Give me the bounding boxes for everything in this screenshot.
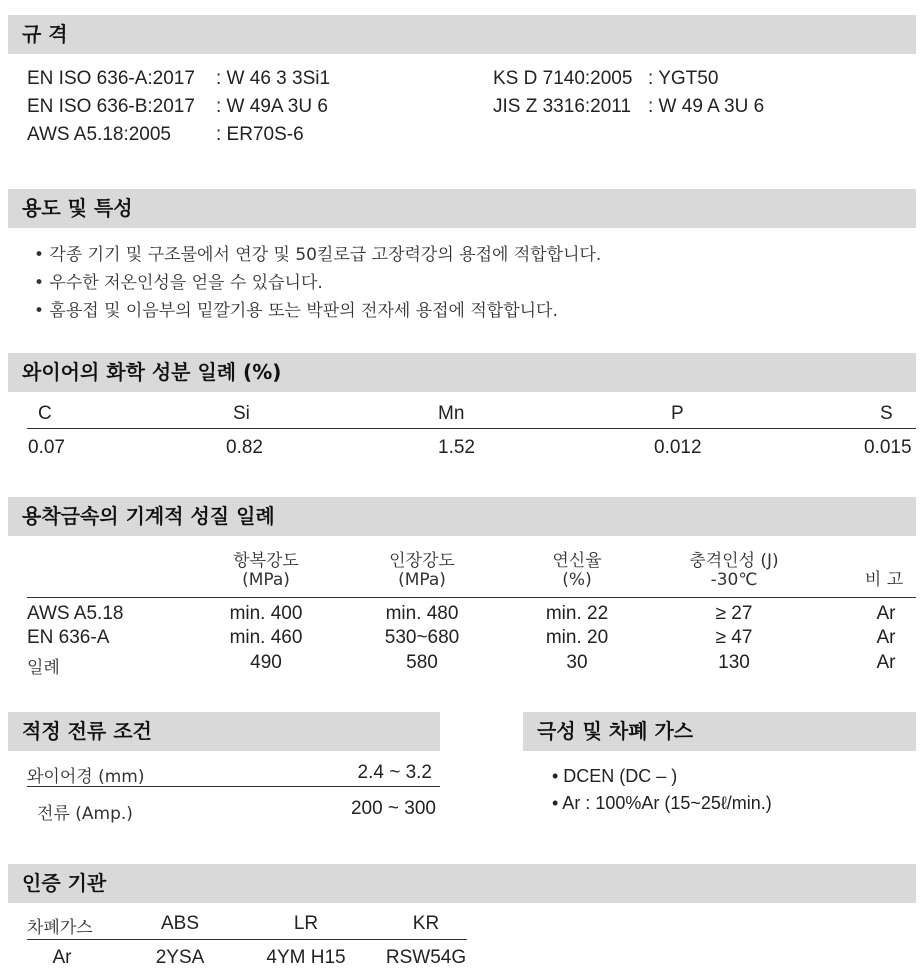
polarity-header: 극성 및 차폐 가스 [523,712,916,751]
chem-col-header: P [671,403,684,424]
mech-cell: min. 480 [385,603,459,624]
current-value: 200 ~ 300 [350,798,436,819]
mech-row-label: AWS A5.18 [27,603,124,624]
cert-value: 4YM H15 [266,947,346,968]
cert-col-header: ABS [160,913,200,934]
usage-item: • 우수한 저온인성을 얻을 수 있습니다. [34,273,323,293]
mech-row-label: EN 636-A [27,627,110,648]
chem-value: 0.012 [654,437,702,458]
spec-header: 규 격 [8,15,916,54]
mech-col-unit: (MPa) [242,570,290,590]
mech-cell: 580 [406,652,438,673]
mech-cell: min. 22 [545,603,609,624]
current-label: 와이어경 (mm) [27,767,145,787]
mech-divider [27,597,916,598]
current-value: 2.4 ~ 3.2 [357,762,432,783]
chem-value: 0.07 [28,437,65,458]
mech-col-header: 충격인성 (J) [689,551,779,571]
mech-col-header: 항복강도 [233,551,299,571]
chem-value: 0.82 [226,437,263,458]
cert-divider [27,939,467,940]
spec-value: : ER70S-6 [216,124,304,145]
spec-value: : YGT50 [648,68,719,89]
mech-cell: Ar [876,652,896,673]
usage-item: • 각종 기기 및 구조물에서 연강 및 50킬로급 고장력강의 용접에 적합합니다. [34,245,602,265]
current-header: 적정 전류 조건 [8,712,440,751]
mech-col-unit: (MPa) [398,570,446,590]
mech-row-label: 일례 [27,658,60,678]
chem-value: 1.52 [438,437,475,458]
polarity-item: • DCEN (DC – ) [552,766,678,786]
mech-cell: min. 460 [229,627,303,648]
current-divider [27,786,440,787]
spec-label: EN ISO 636-A:2017 [27,68,195,89]
cert-value: RSW54G [385,947,467,968]
spec-label: AWS A5.18:2005 [27,124,172,145]
mech-cell: Ar [876,627,896,648]
mech-col-header: 연신율 [552,551,602,571]
mech-cell: 130 [718,652,750,673]
mech-cell: 30 [566,652,588,673]
chem-col-header: S [880,403,893,424]
mech-header: 용착금속의 기계적 성질 일례 [8,497,916,536]
mech-cell: ≥ 47 [715,627,753,648]
chem-header: 와이어의 화학 성분 일례 (%) [8,353,916,392]
mech-cell: 490 [250,652,282,673]
mech-col-unit: -30℃ [710,570,758,590]
usage-item: • 홈용접 및 이음부의 밑깔기용 또는 박판의 전자세 용접에 적합합니다. [34,301,558,321]
chem-value: 0.015 [864,437,912,458]
mech-cell: min. 20 [545,627,609,648]
mech-col-unit: (%) [562,570,592,590]
spec-label: EN ISO 636-B:2017 [27,96,195,117]
cert-col-header: LR [293,913,319,934]
chem-col-header: Mn [438,403,465,424]
chem-col-header: C [38,403,52,424]
spec-value: : W 46 3 3Si1 [216,68,331,89]
chem-col-header: Si [233,403,250,424]
usage-header: 용도 및 특성 [8,189,916,228]
cert-value: 2YSA [155,947,205,968]
cert-header: 인증 기관 [8,864,916,903]
polarity-item: • Ar : 100%Ar (15~25ℓ/min.) [552,793,772,813]
cert-value: Ar [52,947,72,968]
spec-label: KS D 7140:2005 [493,68,633,89]
mech-cell: min. 400 [229,603,303,624]
cert-col-header: KR [412,913,440,934]
mech-cell: 530~680 [384,627,460,648]
cert-col-header: 차폐가스 [27,918,93,938]
chem-divider [27,428,916,429]
mech-col-note: 비 고 [864,570,904,590]
spec-label: JIS Z 3316:2011 [493,96,632,117]
mech-cell: Ar [876,603,896,624]
current-label: 전류 (Amp.) [37,804,133,824]
spec-value: : W 49A 3U 6 [216,96,328,117]
mech-cell: ≥ 27 [715,603,753,624]
spec-value: : W 49 A 3U 6 [648,96,765,117]
mech-col-header: 인장강도 [389,551,455,571]
